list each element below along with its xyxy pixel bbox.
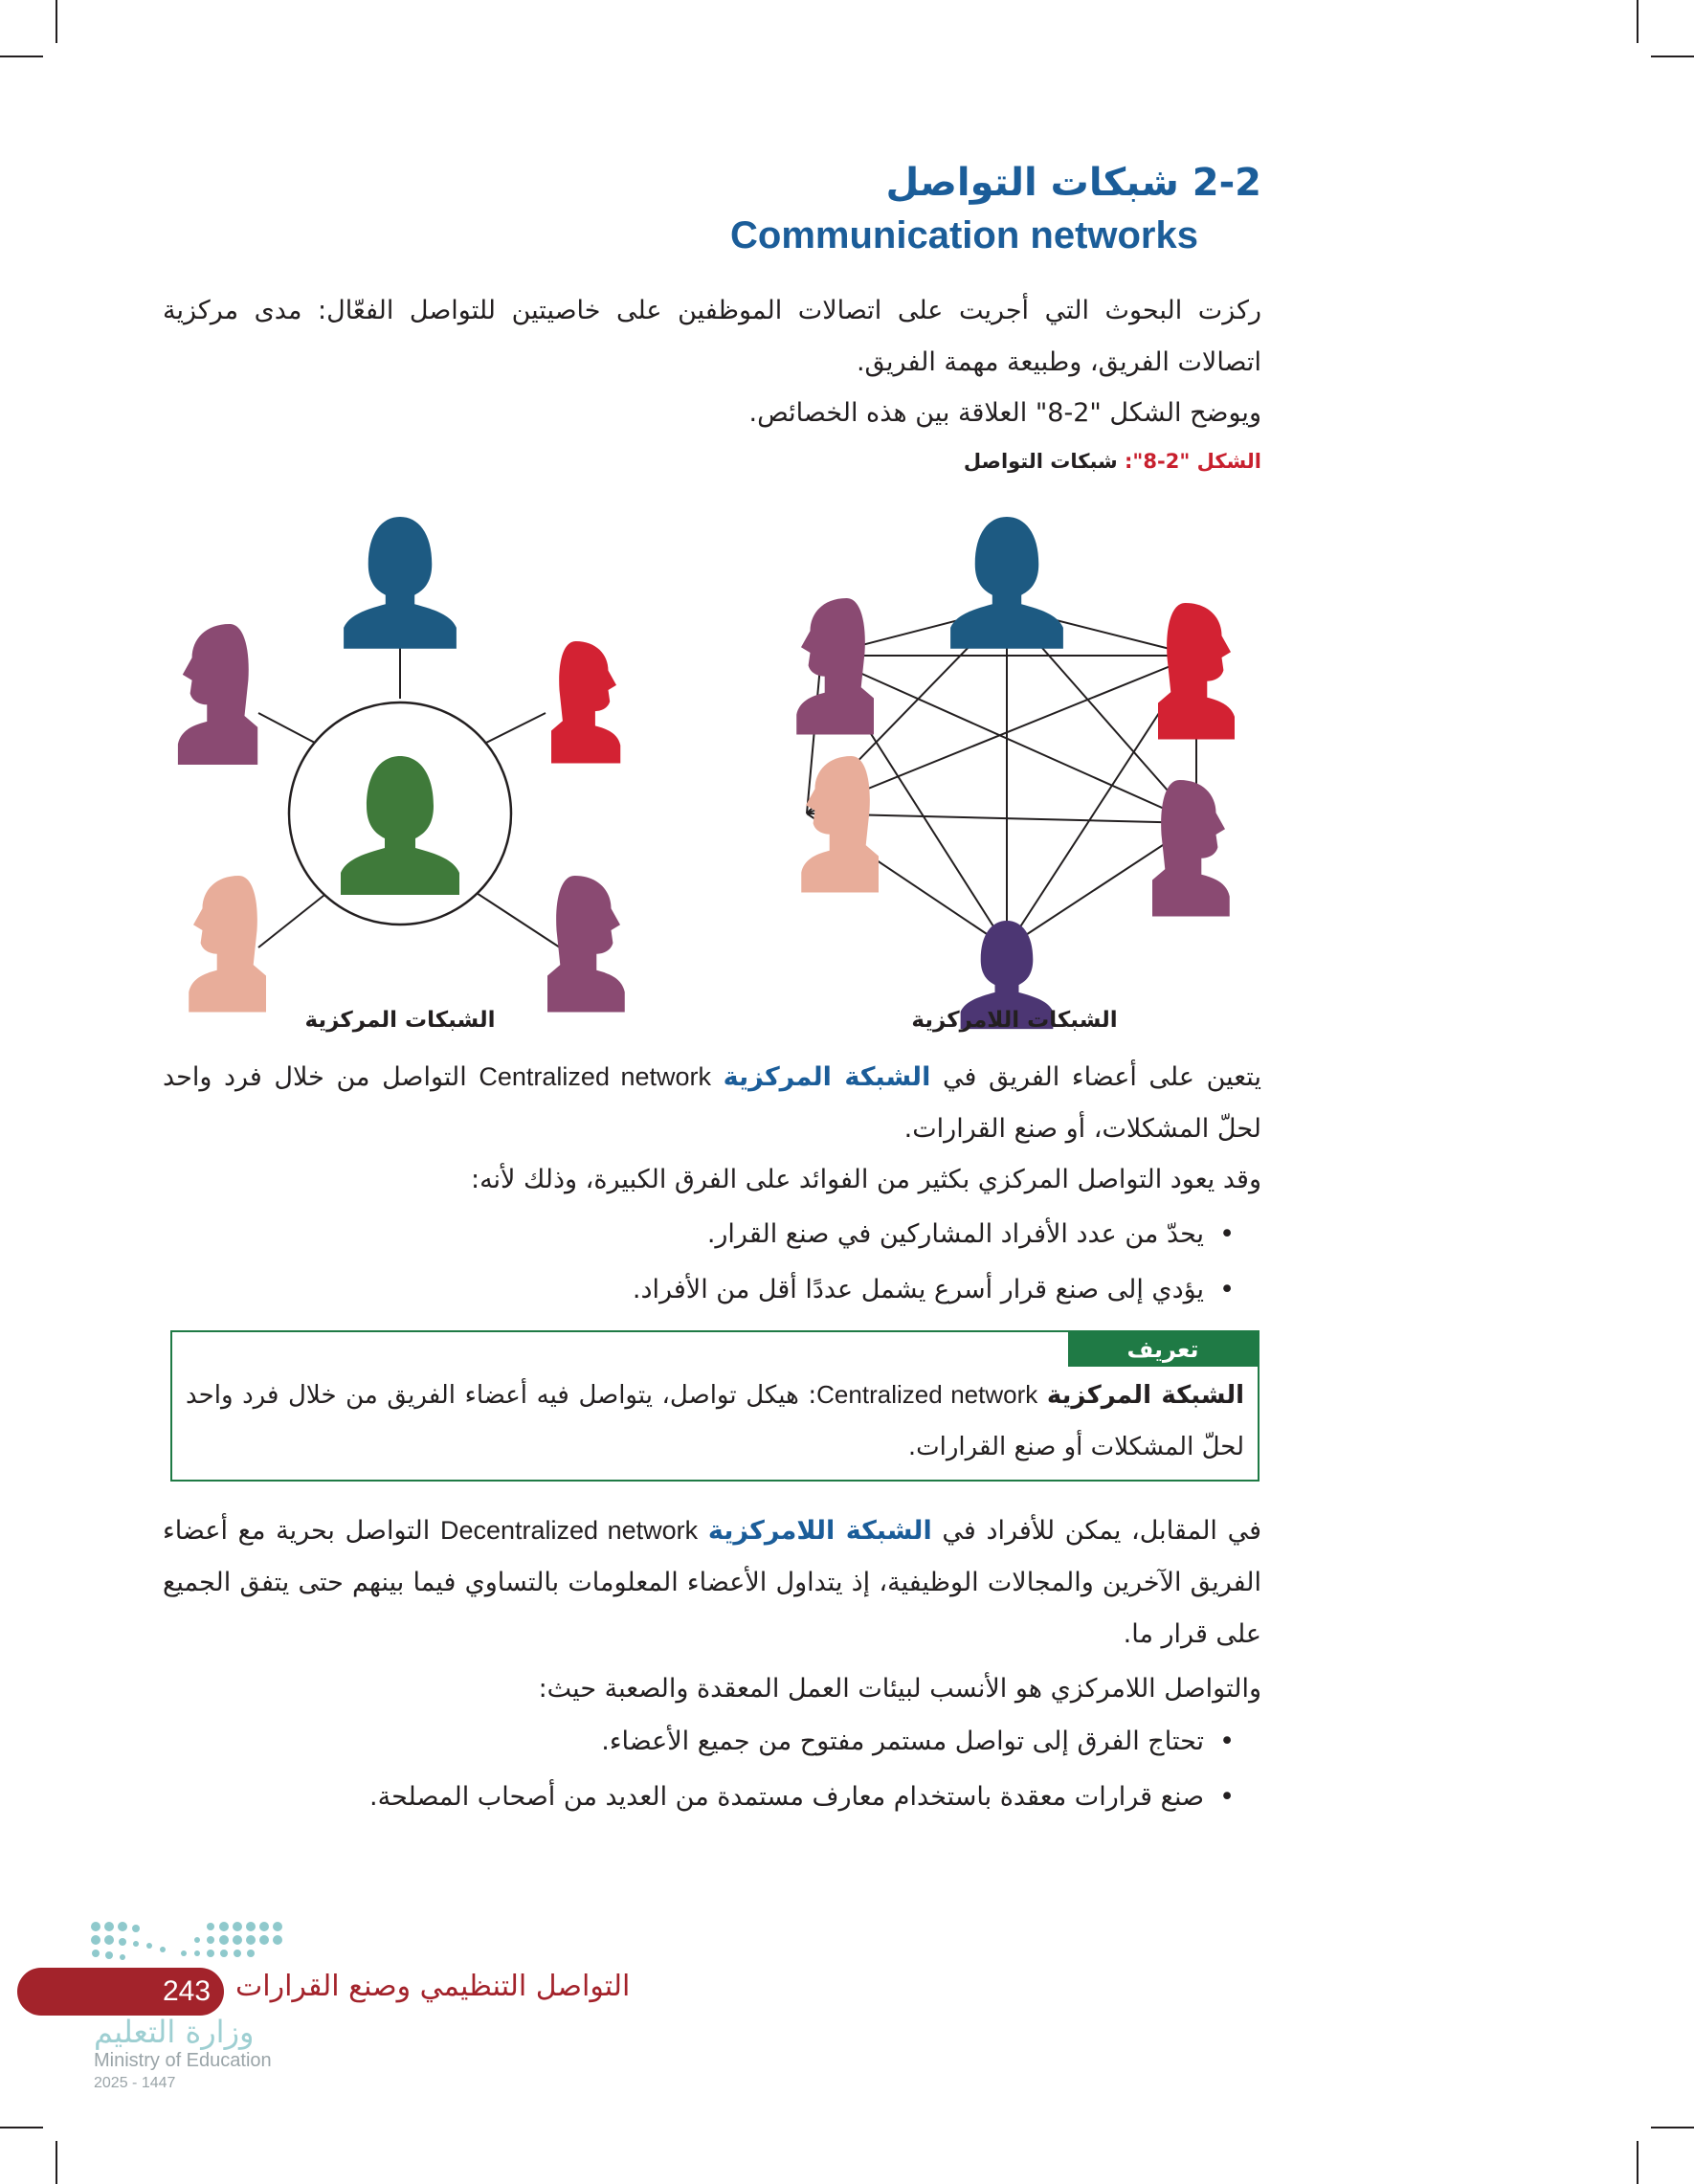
edition-year: 2025 - 1447: [94, 2075, 176, 2091]
term-centralized-ar: الشبكة المركزية: [723, 1062, 931, 1092]
communication-networks-figure: [172, 498, 1235, 1034]
section-title-ar: 2-2 شبكات التواصل: [885, 161, 1261, 205]
crop-mark: [1637, 0, 1638, 43]
benefits-intro: وقد يعود التواصل المركزي بكثير من الفوائد على الفرق الكبيرة، وذلك لأنه:: [470, 1165, 1261, 1194]
section-title-en: Communication networks: [730, 214, 1198, 256]
person-icon-right: [551, 641, 620, 764]
crop-mark: [56, 0, 57, 43]
decentralized-intro: والتواصل اللامركزي هو الأنسب لبيئات العمل المعقدة والصعبة حيث:: [538, 1674, 1261, 1704]
term-decentralized-ar: الشبكة اللامركزية: [707, 1516, 932, 1546]
decentralized-paragraph: [163, 1504, 1261, 1660]
centralized-paragraph: [163, 1051, 1261, 1155]
crop-mark: [56, 2141, 57, 2184]
bullet-item: • صنع قرارات معقدة باستخدام معارف مستمدة من العديد من أصحاب المصلحة.: [369, 1778, 1235, 1816]
crop-mark: [0, 56, 43, 57]
person-icon-lower-right: [1152, 780, 1230, 917]
figure-caption: [964, 450, 1261, 473]
text: يتعين على أعضاء الفريق في: [942, 1062, 1261, 1092]
intro-paragraph-2: ويوضح الشكل "2-8" العلاقة بين هذه الخصائص.: [748, 398, 1261, 428]
definition-term-en: Centralized network: [816, 1380, 1038, 1409]
definition-text: [186, 1369, 1244, 1473]
decentralized-caption: الشبكات اللامركزية: [911, 1008, 1118, 1033]
bullet-item: • يؤدي إلى صنع قرار أسرع يشمل عددًا أقل من الأفراد.: [633, 1271, 1235, 1309]
person-icon-upper-left: [796, 598, 874, 735]
text: التواصل بحرية مع أعضاء الفريق الآخرين والمجالات الوظيفية، إذ يتداول الأعضاء المعلومات بالتساوي فيما بينهم حتى يتفق الجميع على قرار ما.: [163, 1516, 1261, 1649]
bullet-item: • يحدّ من عدد الأفراد المشاركين في صنع القرار.: [707, 1215, 1235, 1254]
person-icon-top: [344, 517, 457, 649]
text: في المقابل، يمكن للأفراد في: [942, 1516, 1261, 1546]
centralized-network: [178, 517, 625, 1013]
crop-mark: [1637, 2141, 1638, 2184]
definition-term-ar: الشبكة المركزية: [1046, 1381, 1244, 1410]
figure-title: شبكات التواصل: [963, 450, 1118, 473]
person-icon-bottom-right: [547, 876, 625, 1013]
centralized-caption: الشبكات المركزية: [304, 1008, 496, 1033]
crop-mark: [1651, 56, 1694, 57]
figure-label: الشكل "2-8":: [1125, 450, 1261, 473]
term-decentralized-en: Decentralized network: [439, 1516, 699, 1545]
definition-tab: تعريف: [1068, 1332, 1258, 1367]
definition-body: : هيكل تواصل، يتواصل فيه أعضاء الفريق من خلال فرد واحد لحلّ المشكلات أو صنع القرارات.: [186, 1381, 1244, 1461]
person-icon-upper-right: [1158, 603, 1235, 740]
crop-mark: [0, 2127, 43, 2128]
term-centralized-en: Centralized network: [479, 1062, 712, 1091]
person-icon-left: [178, 624, 257, 765]
ministry-name-en: Ministry of Education: [94, 2050, 272, 2071]
crop-mark: [1651, 2127, 1694, 2128]
bullet-item: • تحتاج الفرق إلى تواصل مستمر مفتوح من جميع الأعضاء.: [601, 1723, 1235, 1761]
person-icon-top: [950, 517, 1063, 649]
definition-box: [170, 1330, 1259, 1482]
ministry-name-ar: وزارة التعليم: [94, 2014, 255, 2050]
page-number: 243: [163, 1975, 212, 2007]
text: التواصل من خلال فرد واحد لحلّ المشكلات، أو صنع القرارات.: [163, 1062, 1261, 1144]
person-icon-lower-left: [801, 756, 879, 893]
footer-book-title: التواصل التنظيمي وصنع القرارات: [235, 1970, 631, 2003]
intro-paragraph: ركزت البحوث التي أجريت على اتصالات الموظفين على خاصيتين للتواصل الفعّال: مدى مركزية اتصالات الفريق، وطبيعة مهمة الفريق.: [163, 296, 1261, 377]
person-icon-bottom-left: [189, 876, 266, 1013]
